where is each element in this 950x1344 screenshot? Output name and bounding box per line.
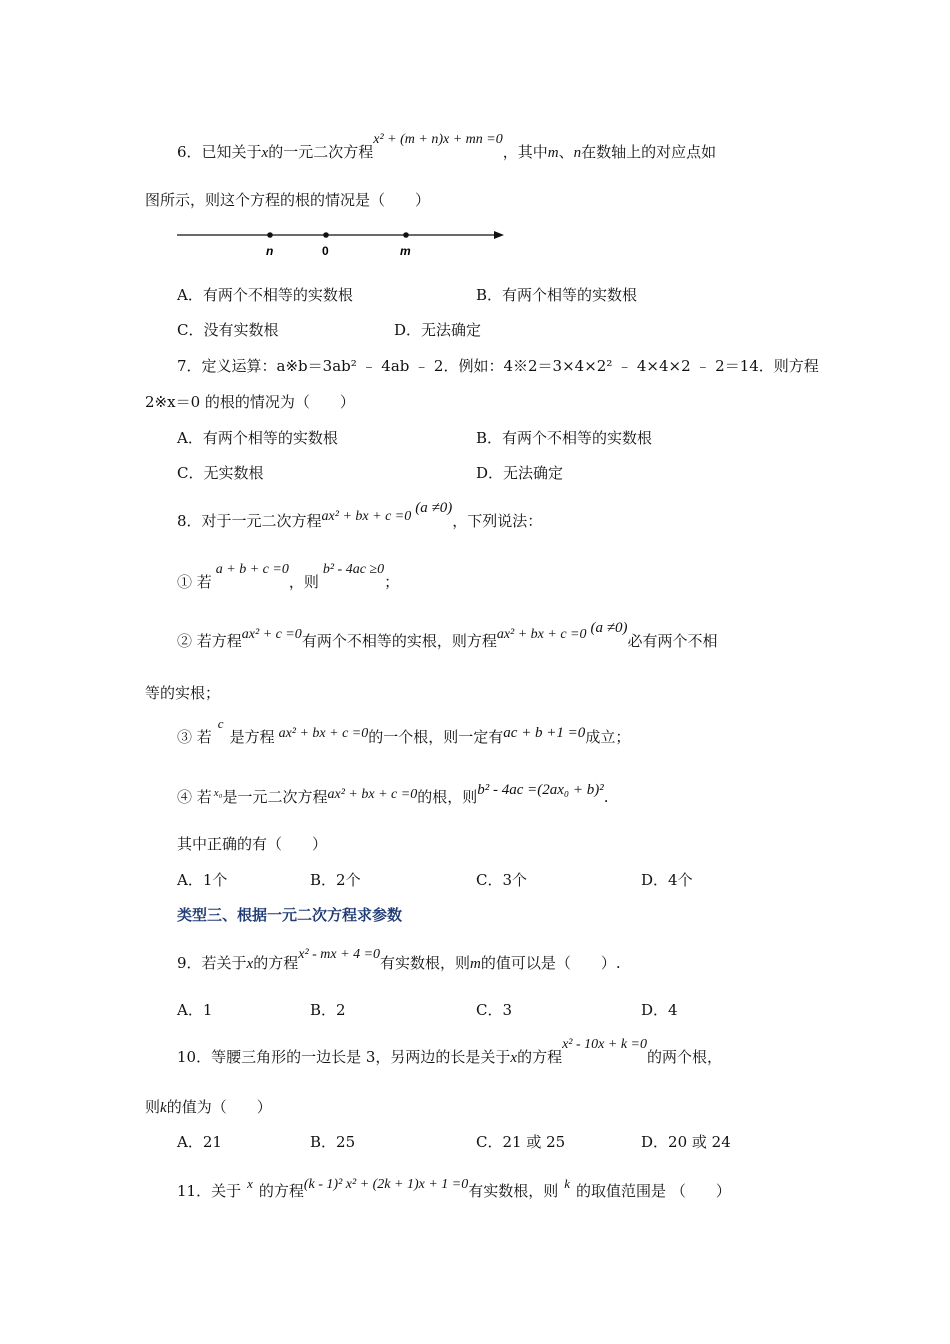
q8-line1 [177,500,543,533]
s2-end: 必有两个不相 [627,632,718,650]
q6-sep: 、 [558,143,574,161]
q7-option-c: C．无实数根 [177,464,264,482]
q10-option-d: D．20 或 24 [641,1133,731,1151]
s1-prefix: ① 若 [177,573,212,591]
q9-line [177,947,621,975]
var-x: x [261,145,269,161]
q10-line1 [177,1037,723,1069]
var-m: m [547,145,559,161]
q8-statement-1 [177,562,400,594]
q9-tail: 有实数根，则 [380,954,471,972]
q8-statement-2-cont: 等的实根； [145,684,221,702]
s2-prefix: ② 若方程 [177,632,242,650]
number-line-arrow [494,231,504,239]
s3-mid1: 是方程 [229,728,275,746]
q6-tail2: 在数轴上的对应点如 [581,143,717,161]
number-line-figure [170,225,510,261]
q8-option-d: D．4个 [641,871,693,889]
point-m [403,232,409,238]
s4-var-x0: x₀ [213,787,223,799]
s4-mid1: 是一元二次方程 [222,788,328,806]
q8-tail: ，下列说法： [452,512,543,530]
q6-line2: 图所示，则这个方程的根的情况是（ ） [145,191,431,209]
var-x: x [510,1050,518,1066]
q8-option-a: A．1个 [177,871,228,889]
q8-equation: ax² + bx + c =0 [321,509,412,524]
q6-tail1: ，其中 [502,143,548,161]
q6-option-c: C．没有实数根 [177,321,279,339]
q6-lead: 6．已知关于 [177,143,262,161]
q9-option-c: C．3 [476,1001,513,1019]
q10-option-a: A．21 [177,1133,222,1151]
s4-mid2: 的根，则 [417,788,478,806]
q7-line1: 7．定义运算：a※b＝3ab² ﹣ 4ab ﹣ 2．例如：4※2＝3×4×2² ﹣ 4×4×2 ﹣ 2＝14．则方程 [177,357,819,375]
s3-eq1: ax² + bx + c =0 [278,726,369,741]
q10-line2 [145,1097,272,1118]
s2-eq1: ax² + c =0 [241,627,302,642]
q8-statement-2 [177,620,718,653]
s2-eq2: ax² + bx + c =0 [496,627,587,642]
var-n: n [573,145,582,161]
q9-mid: 的方程 [253,954,299,972]
s1-eq2: b² - 4ac ≥0 [322,562,385,577]
s4-eq1: ax² + bx + c =0 [327,787,418,802]
q9-option-d: D．4 [641,1001,678,1019]
q9-option-b: B．2 [310,1001,346,1019]
s2-mid: 有两个不相等的实根，则方程 [301,632,497,650]
s1-mid: ，则 [288,573,319,591]
label-n: n [266,244,274,258]
s3-mid2: 的一个根，则一定有 [368,728,504,746]
s4-eq2: b² - 4ac =(2ax₀ + b)² [477,782,604,798]
q7-option-b: B．有两个不相等的实数根 [476,429,653,447]
q11-tail: 有实数根，则 [468,1182,559,1200]
s3-eq2: ac + b +1 =0 [503,725,586,741]
q10-equation: x² - 10x + k =0 [562,1037,647,1052]
q7-option-d: D．无法确定 [476,464,564,482]
q9-option-a: A．1 [177,1001,213,1019]
label-zero: 0 [322,244,329,258]
q10-tail: 的两个根， [647,1048,723,1066]
var-k: k [564,1176,571,1191]
q8-lead: 8．对于一元二次方程 [177,512,322,530]
point-n [267,232,273,238]
s4-prefix: ④ 若 [177,788,212,806]
q11-tail2: 的取值范围是 （ ） [576,1182,731,1200]
q10-line2b: 的值为（ ） [166,1098,272,1116]
q9-equation: x² - mx + 4 =0 [298,947,381,962]
var-k: k [160,1100,167,1116]
q11-line [177,1176,731,1203]
s4-end: . [603,788,609,806]
s1-end: ； [384,573,400,591]
q11-lead: 11．关于 [177,1182,242,1200]
q7-line2: 2※x＝0 的根的情况为（ ） [145,393,355,411]
s3-var-c: c [217,716,224,731]
q7-option-a: A．有两个相等的实数根 [177,429,338,447]
q6-option-d: D．无法确定 [394,321,482,339]
q8-statement-3 [177,716,631,749]
s3-prefix: ③ 若 [177,728,212,746]
q6-line1 [177,132,717,164]
q11-equation: (k - 1)² x² + (2k + 1)x + 1 =0 [303,1177,469,1192]
var-m: m [470,956,481,972]
s2-condition: (a ≠0) [590,620,628,636]
q11-mid: 的方程 [258,1182,304,1200]
q6-mid: 的一元二次方程 [268,143,374,161]
section-heading: 类型三、根据一元二次方程求参数 [177,906,403,924]
q10-option-c: C．21 或 25 [476,1133,566,1151]
s1-eq1: a + b + c =0 [215,562,289,577]
q9-lead: 9．若关于 [177,954,247,972]
q9-tail2: 的值可以是（ ）. [480,954,621,972]
point-zero [323,232,329,238]
q10-mid: 的方程 [517,1048,563,1066]
q6-option-a: A．有两个不相等的实数根 [177,286,353,304]
q10-line2a: 则 [145,1098,161,1116]
q8-statement-4 [177,782,609,809]
var-x: x [247,1176,253,1191]
s3-end: 成立； [585,728,631,746]
q8-option-b: B．2个 [310,871,361,889]
q6-option-b: B．有两个相等的实数根 [476,286,638,304]
q8-option-c: C．3个 [476,871,528,889]
q8-ask: 其中正确的有（ ） [177,835,328,853]
q6-equation: x² + (m + n)x + mn =0 [373,132,503,147]
q8-condition: (a ≠0) [415,500,453,516]
q10-lead: 10．等腰三角形的一边长是 3，另两边的长是关于 [177,1048,511,1066]
label-m: m [400,244,411,258]
var-x: x [246,956,254,972]
q10-option-b: B．25 [310,1133,356,1151]
